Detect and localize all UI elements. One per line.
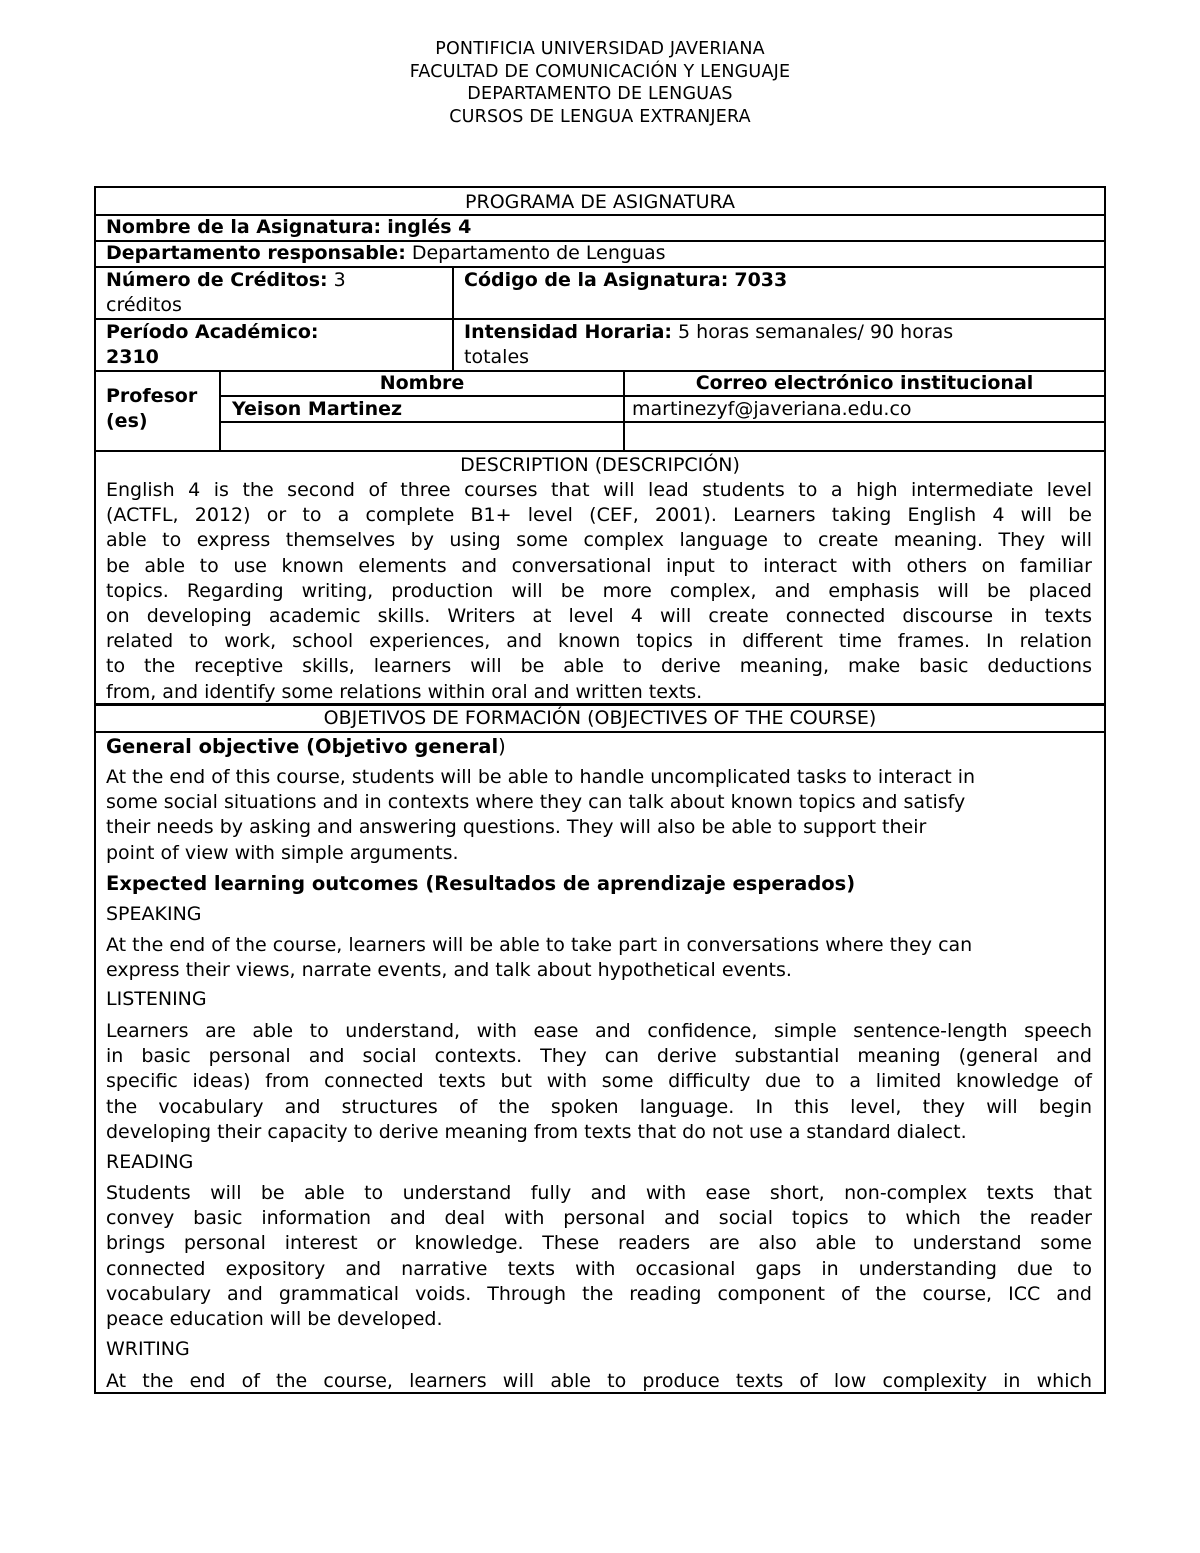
description-text: English 4 is the second of three courses that will lead students to a high intermediate level (ACTFL, 2012) or to a complete B1+ level (CEF, 2001). Learners taking English 4 will be able to express themselves by using some complex language to create meaning. They will be able to use known elements and conversational input to interact with others on familiar topics. Regarding writing, production will be more complex, and emphasis will be placed on developing academic skills. Writers at level 4 will create connected discourse in texts related to work, school experiences, and known topics in different time frames. In relation to the receptive skills, learners will be able to derive meaning, make basic deductions from, and identify some relations within oral and written texts. (106, 479, 1092, 703)
credits-value: 3 (333, 269, 346, 291)
professor-name: Yeison Martinez (232, 398, 403, 420)
professor-email[interactable]: martinezyf@javeriana.edu.co (632, 398, 912, 420)
writing-label: WRITING (106, 1338, 190, 1360)
department-label: Departamento responsable: (106, 242, 406, 264)
department-value: Departamento de Lenguas (411, 242, 666, 264)
courses-name: CURSOS DE LENGUA EXTRANJERA (449, 106, 751, 127)
faculty-name: FACULTAD DE COMUNICACIÓN Y LENGUAJE (409, 61, 791, 82)
period-value: 2310 (106, 346, 159, 368)
syllabus-table (94, 186, 1106, 1394)
professor-row (96, 370, 1104, 452)
credits-row (96, 266, 1104, 320)
listening-text: Learners are able to understand, with ease and confidence, simple sentence-length speech in basic personal and social contexts. They can derive substantial meaning (general and specific ideas) from connected texts but with some difficulty due to a limited knowledge of the vocabulary and structures of the spoken language. In this level, they will begin developing their capacity to derive meaning from texts that do not use a standard dialect. (106, 1020, 1092, 1143)
listening-label: LISTENING (106, 988, 207, 1010)
code-value: 7033 (734, 269, 788, 291)
code-label: Código de la Asignatura: (464, 269, 729, 291)
period-cell (96, 318, 452, 370)
subject-row (96, 214, 1104, 242)
professor-email-header: Correo electrónico institucional (695, 372, 1034, 394)
code-cell (454, 266, 1104, 318)
reading-text: Students will be able to understand fully and with ease short, non-complex texts that convey basic information and deal with personal and social topics to which the reader brings personal interest or knowledge. These readers are also able to understand some connected expository and narrative texts with occasional gaps in understanding due to vocabulary and grammatical voids. Through the reading component of the course, ICC and peace education will be developed. (106, 1182, 1092, 1331)
outcomes-heading: Expected learning outcomes (Resultados de aprendizaje esperados) (106, 872, 856, 895)
general-objective-text: At the end of this course, students will be able to handle uncomplicated tasks to interact in some social situations and in contexts where they can talk about known topics and satisfy their needs by asking and answering questions. They will also be able to support their point of view with simple arguments. (106, 766, 976, 864)
program-title-row (96, 188, 1104, 216)
subject-value: inglés 4 (387, 216, 472, 238)
credits-unit: créditos (106, 294, 182, 316)
university-name: PONTIFICIA UNIVERSIDAD JAVERIANA (435, 39, 765, 59)
hours-label: Intensidad Horaria: (464, 321, 672, 343)
reading-label: READING (106, 1151, 194, 1173)
writing-text: At the end of the course, learners will able to produce texts of low complexity in which (106, 1370, 1092, 1392)
speaking-text: At the end of the course, learners will be able to take part in conversations where they can express their views, narrate events, and talk about hypothetical events. (106, 934, 973, 982)
objectives-title: OBJETIVOS DE FORMACIÓN (OBJECTIVES OF THE COURSE) (323, 707, 877, 729)
description-row (96, 450, 1104, 706)
period-label: Período Académico: (106, 321, 319, 343)
professor-name-header: Nombre (379, 372, 465, 394)
hours-cell (454, 318, 1104, 370)
hours-value: 5 horas semanales/ 90 horas (678, 321, 954, 343)
hours-value-continued: totales (464, 346, 530, 368)
credits-cell (96, 266, 452, 318)
description-title: DESCRIPTION (DESCRIPCIÓN) (460, 454, 740, 476)
department-name: DEPARTAMENTO DE LENGUAS (467, 84, 733, 104)
document-header (0, 38, 1200, 128)
speaking-label: SPEAKING (106, 903, 202, 925)
subject-label: Nombre de la Asignatura: (106, 216, 382, 238)
credits-label: Número de Créditos: (106, 269, 328, 291)
period-row (96, 318, 1104, 372)
objectives-body (96, 731, 1104, 1392)
general-objective-heading: General objective (Objetivo general) (106, 735, 506, 758)
objectives-title-row (96, 705, 1104, 733)
program-title: PROGRAMA DE ASIGNATURA (465, 191, 735, 213)
department-row (96, 240, 1104, 268)
professor-label: Profesor (es) (106, 385, 198, 432)
